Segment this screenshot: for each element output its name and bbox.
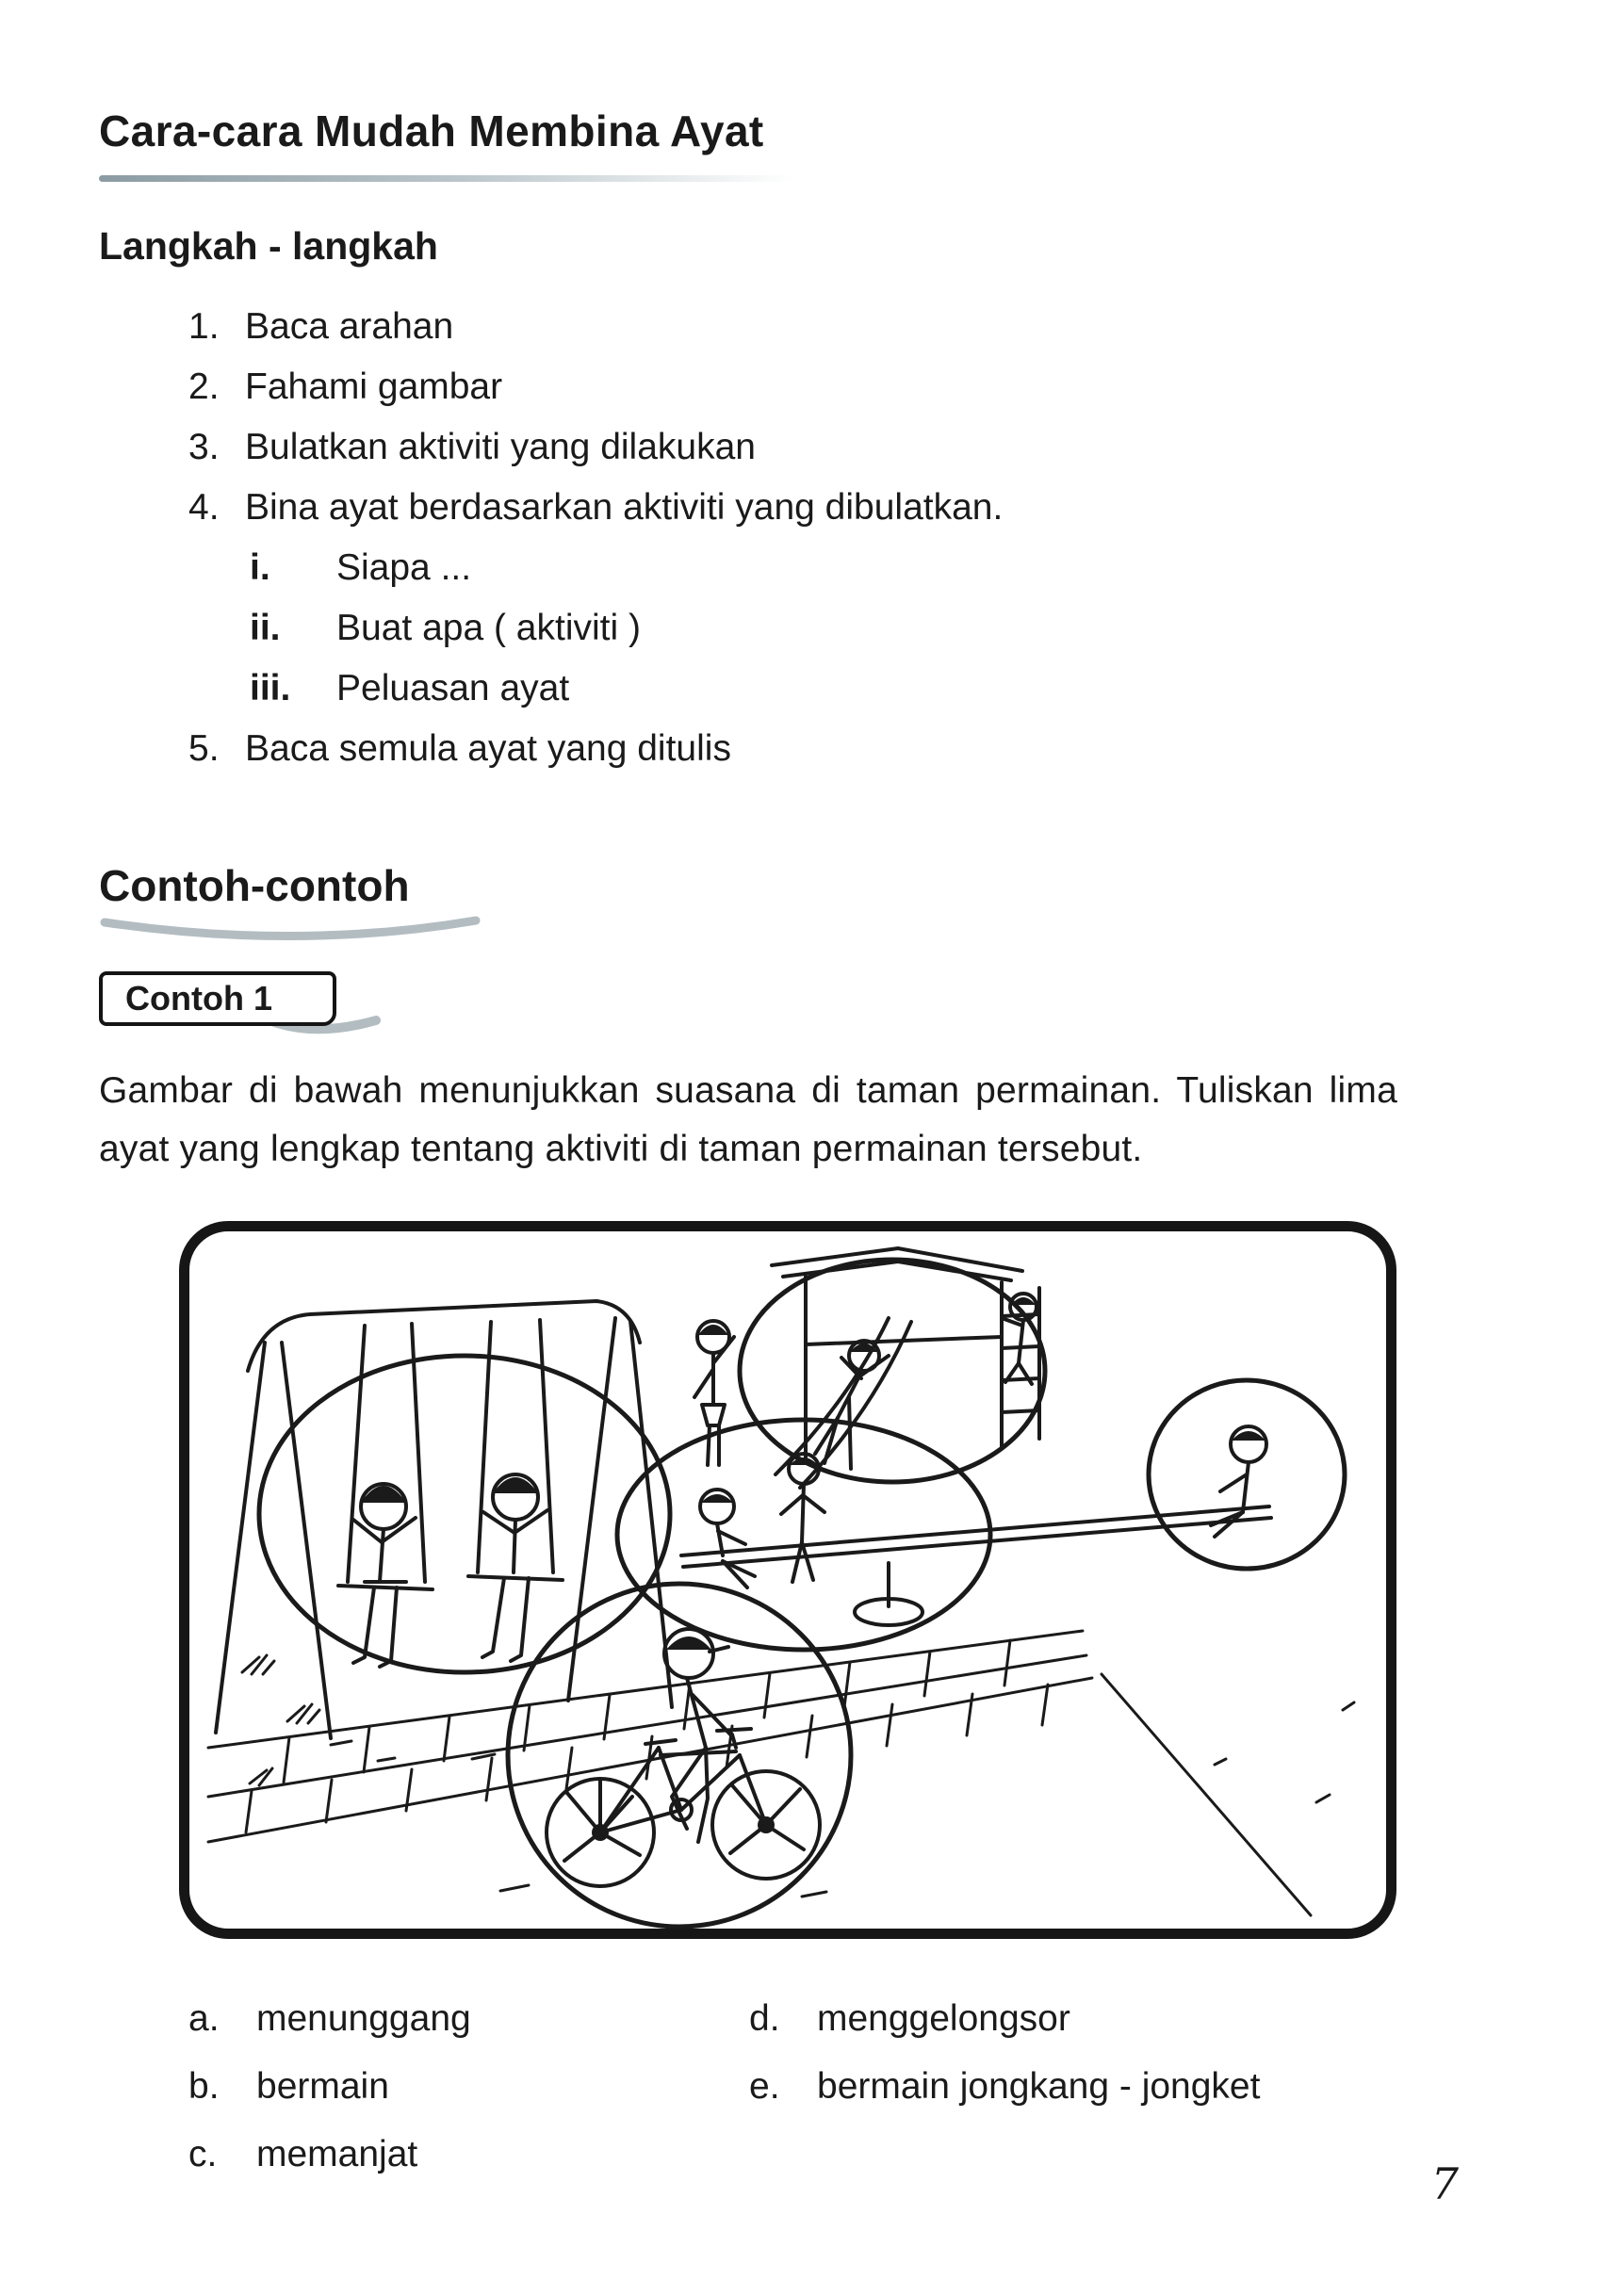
substep-text: Peluasan ayat [336, 668, 570, 708]
step-text: Bina ayat berdasarkan aktiviti yang dibulatkan. [245, 487, 1004, 528]
seesaw-child-left [700, 1490, 755, 1588]
page-title: Cara-cara Mudah Membina Ayat [99, 106, 764, 155]
step-text: Baca semula ayat yang ditulis [245, 728, 731, 769]
cyclist [547, 1629, 820, 1886]
walkway [1102, 1674, 1354, 1915]
answer-letter: c. [188, 2134, 218, 2174]
step-number: 4. [188, 487, 220, 528]
step-number: 2. [188, 366, 220, 407]
answer-text: menggelongsor [817, 1998, 1070, 2039]
answer-e [749, 2063, 1397, 2110]
step-item-4 [188, 478, 1397, 538]
title-underline-decoration [99, 175, 889, 182]
answer-text: bermain jongkang - jongket [817, 2066, 1261, 2107]
answer-text: menunggang [256, 1998, 471, 2039]
answer-d [749, 1995, 1397, 2043]
grass-tufts [242, 1655, 395, 1785]
steps-heading: Langkah - langkah [99, 224, 438, 268]
example-1-tab [99, 971, 336, 1026]
climbing-frame [772, 1248, 1039, 1457]
playground-figure-frame [179, 1221, 1396, 1939]
step-text: Bulatkan aktiviti yang dilakukan [245, 427, 756, 467]
answer-text: memanjat [256, 2134, 418, 2174]
answer-b [188, 2063, 749, 2110]
step-number: 1. [188, 306, 220, 347]
example-1-label: Contoh 1 [125, 979, 272, 1018]
substep-item-iii [250, 659, 1397, 719]
page-number: 7 [1430, 2158, 1459, 2209]
playground-illustration [189, 1231, 1386, 1929]
examples-heading: Contoh-contoh [99, 861, 410, 910]
substep-item-ii [250, 598, 1397, 659]
step-text: Fahami gambar [245, 366, 503, 407]
step-number: 5. [188, 728, 220, 769]
swinging-child-left [338, 1324, 433, 1667]
example-1-tab-wrap [99, 971, 372, 1034]
step-item-2 [188, 357, 1397, 417]
answer-options [188, 1995, 1397, 2178]
step-item-1 [188, 297, 1397, 357]
step-number: 3. [188, 427, 220, 467]
substep-number: ii. [250, 608, 281, 648]
steps-list [99, 297, 1397, 779]
step-text: Baca arahan [245, 306, 454, 347]
step-item-3 [188, 417, 1397, 478]
activity-circle-swings [259, 1356, 670, 1672]
substep-number: i. [250, 547, 270, 588]
answer-letter: a. [188, 1998, 220, 2039]
standing-girl [694, 1321, 734, 1465]
answer-letter: b. [188, 2066, 220, 2107]
substep-item-i [250, 538, 1397, 598]
answer-spacer [749, 2131, 1397, 2178]
answer-text: bermain [256, 2066, 389, 2107]
substep-text: Buat apa ( aktiviti ) [336, 608, 641, 648]
substep-text: Siapa ... [336, 547, 472, 588]
heading-swoosh-decoration [99, 915, 495, 947]
answer-letter: e. [749, 2066, 780, 2107]
child-near-pivot [781, 1454, 824, 1582]
answer-letter: d. [749, 1998, 780, 2039]
answer-c [188, 2131, 749, 2178]
activity-circle-slide [740, 1260, 1045, 1482]
instruction-text: Gambar di bawah menunjukkan suasana di taman permainan. Tuliskan lima ayat yang lengkap tentang aktiviti di taman permainan tersebut. [99, 1070, 1397, 1169]
substep-number: iii. [250, 668, 291, 708]
step-item-5 [188, 719, 1397, 779]
answer-a [188, 1995, 749, 2043]
